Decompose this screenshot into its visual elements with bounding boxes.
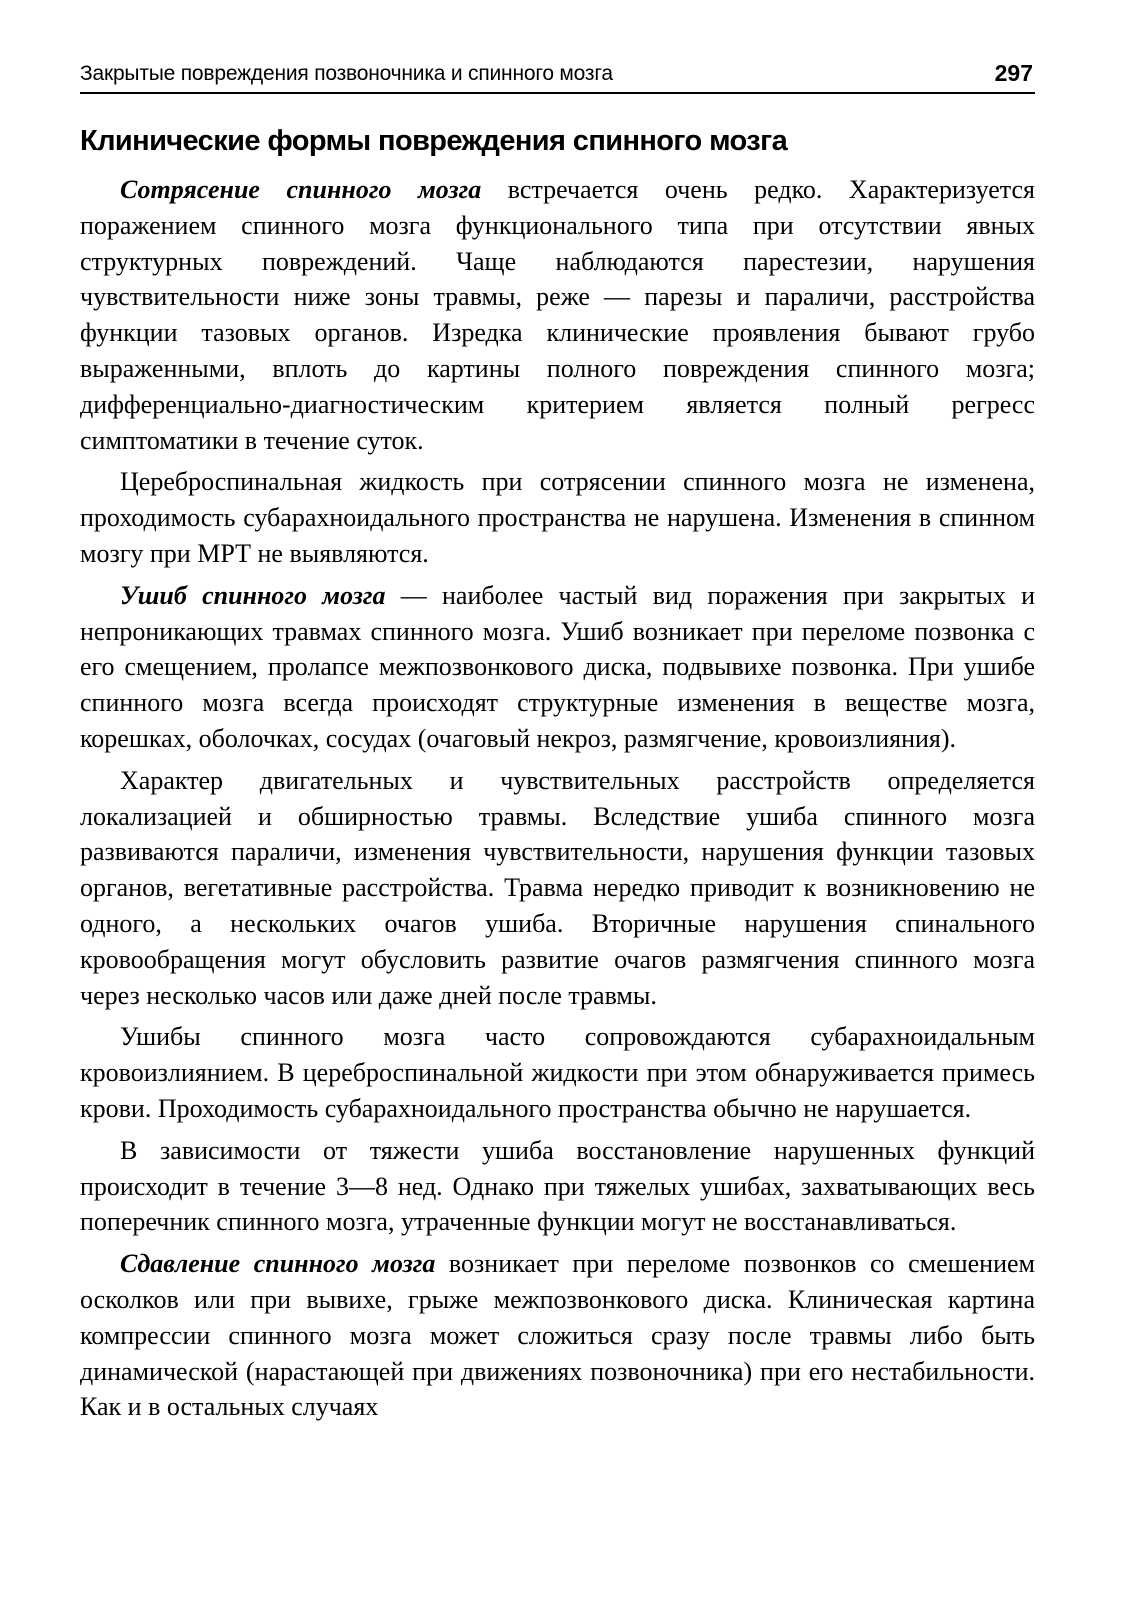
- body-text: [80, 172, 1035, 1425]
- paragraph-text: В зависимости от тяжести ушиба восстановление нарушенных функций происходит в течение 3—8 нед. Однако при тяжелых ушибах, захватывающих весь поперечник спинного мозга, утраченные функции могут не восстанавливаться.: [80, 1135, 1035, 1237]
- running-header: [80, 58, 1035, 94]
- paragraph: [80, 763, 1035, 1014]
- paragraph: [80, 172, 1035, 458]
- paragraph-term: Сотрясение спинного мозга: [120, 175, 482, 204]
- paragraph-text: Ушибы спинного мозга часто сопровождаются субарахноидальным кровоизлиянием. В цереброспинальной жидкости при этом обнаруживается примесь крови. Проходимость субарахноидального пространства обычно не нарушается.: [80, 1022, 1035, 1123]
- paragraph-text: — наиболее частый вид поражения при закрытых и непроникающих травмах спинного мозга. Ушиб возникает при переломе позвонка с его смещением, пролапсе межпозвонкового диска, подвывихе позвонка. При ушибе спинного мозга всегда происходят структурные изменения в веществе мозга, корешках, оболочках, сосудах (очаговый некроз, размягчение, кровоизлияния).: [80, 580, 1035, 753]
- paragraph: [80, 578, 1035, 757]
- paragraph: [80, 1133, 1035, 1240]
- paragraph: [80, 1019, 1035, 1126]
- paragraph-term: Ушиб спинного мозга: [120, 580, 386, 610]
- section-title: Клинические формы повреждения спинного мозга: [80, 125, 788, 157]
- paragraph: [80, 464, 1035, 571]
- paragraph-term: Сдавление спинного мозга: [120, 1249, 436, 1279]
- paragraph-text: встречается очень редко. Характеризуется поражением спинного мозга функционального типа при отсутствии явных структурных повреждений. Чаще наблюдаются парестезии, нарушения чувствительности ниже зоны травмы, реже — парезы и параличи, расстройства функции тазовых органов. Изредка клинические проявления бывают грубо выраженными, вплоть до картины полного повреждения спинного мозга; дифференциально-диагностическим критерием является полный регресс симптоматики в течение суток.: [80, 175, 1035, 455]
- page-number: 297: [994, 60, 1033, 86]
- paragraph-text: Цереброспинальная жидкость при сотрясении спинного мозга не изменена, проходимость субарахноидального пространства не нарушена. Изменения в спинном мозгу при МРТ не выявляются.: [80, 467, 1035, 568]
- book-page: [80, 58, 1035, 1431]
- paragraph: [80, 1246, 1035, 1425]
- paragraph-text: возникает при переломе позвонков со смешением осколков или при вывихе, грыже межпозвонкового диска. Клиническая картина компрессии спинного мозга может сложиться сразу после травмы либо быть динамической (нарастающей при движениях позвоночника) при его нестабильности. Как и в остальных случаях: [80, 1249, 1036, 1422]
- running-title: Закрытые повреждения позвоночника и спинного мозга: [80, 62, 613, 85]
- paragraph-text: Характер двигательных и чувствительных расстройств определяется локализацией и обширностью травмы. Вследствие ушиба спинного мозга развиваются параличи, изменения чувствительности, нарушения функции тазовых органов, вегетативные расстройства. Травма нередко приводит к возникновению не одного, а нескольких очагов ушиба. Вторичные нарушения спинального кровообращения могут обусловить развитие очагов размягчения спинного мозга через несколько часов или даже дней после травмы.: [80, 765, 1035, 1010]
